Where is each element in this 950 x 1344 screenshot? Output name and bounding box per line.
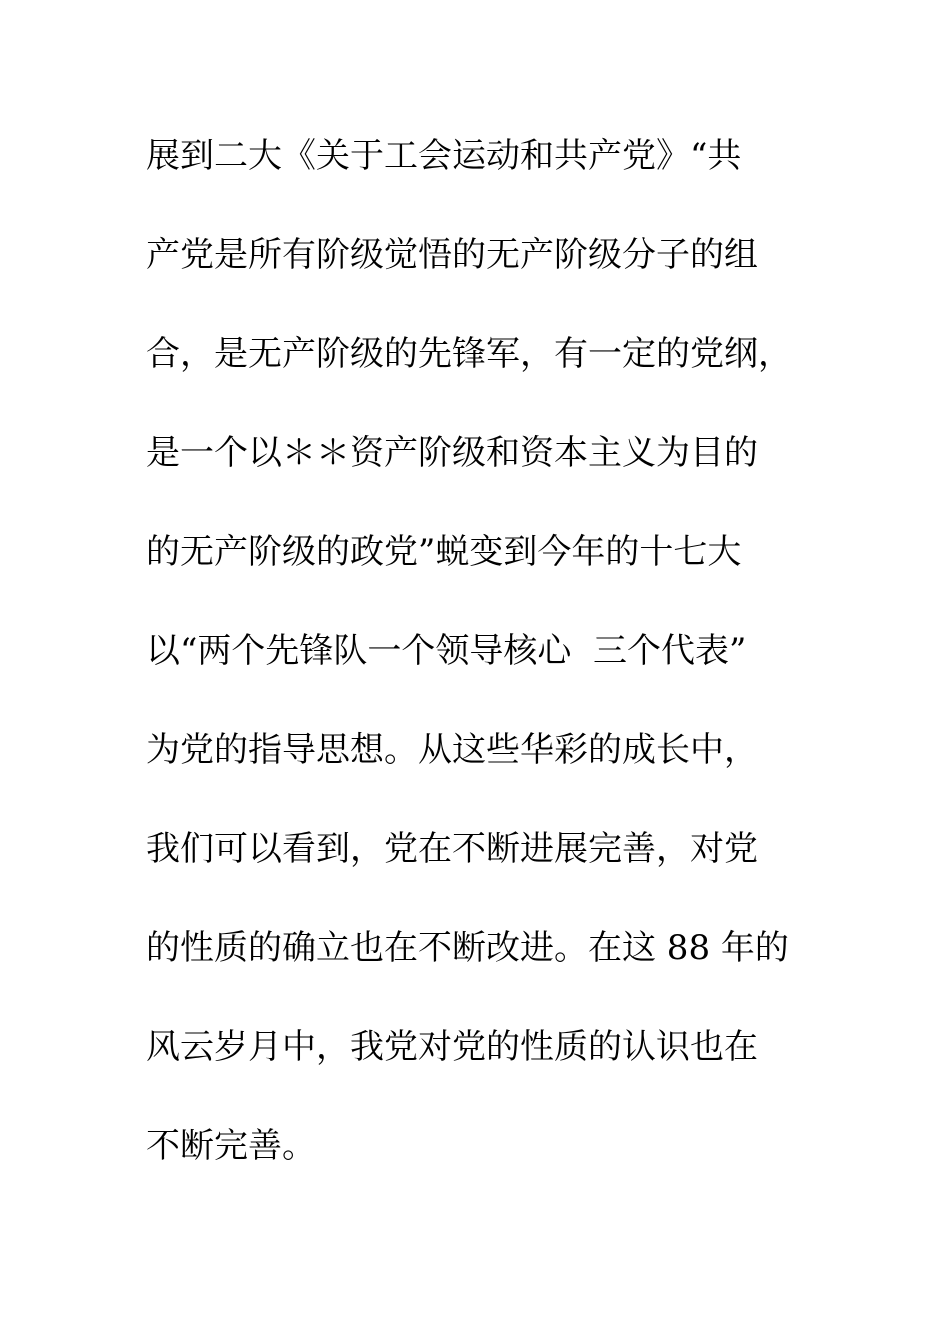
text-line: 以“两个先锋队一个领导核心 三个代表” (146, 631, 747, 671)
text-line: 为党的指导思想。从这些华彩的成长中， (146, 730, 758, 770)
text-line: 合，是无产阶级的先锋军，有一定的党纲， (146, 334, 792, 374)
body-paragraph (146, 124, 826, 1213)
text-line: 是一个以＊＊资产阶级和资本主义为目的 (146, 433, 758, 473)
text-line: 展到二大《关于工会运动和共产党》“共 (146, 136, 742, 176)
text-line: 我们可以看到，党在不断进展完善，对党 (146, 829, 758, 869)
text-line: 产党是所有阶级觉悟的无产阶级分子的组 (146, 235, 758, 275)
text-line: 的无产阶级的政党”蜕变到今年的十七大 (146, 532, 742, 572)
text-line: 的性质的确立也在不断改进。在这 88 年的 (146, 928, 789, 968)
text-line: 风云岁月中，我党对党的性质的认识也在 (146, 1027, 758, 1067)
text-line: 不断完善。 (146, 1126, 316, 1166)
